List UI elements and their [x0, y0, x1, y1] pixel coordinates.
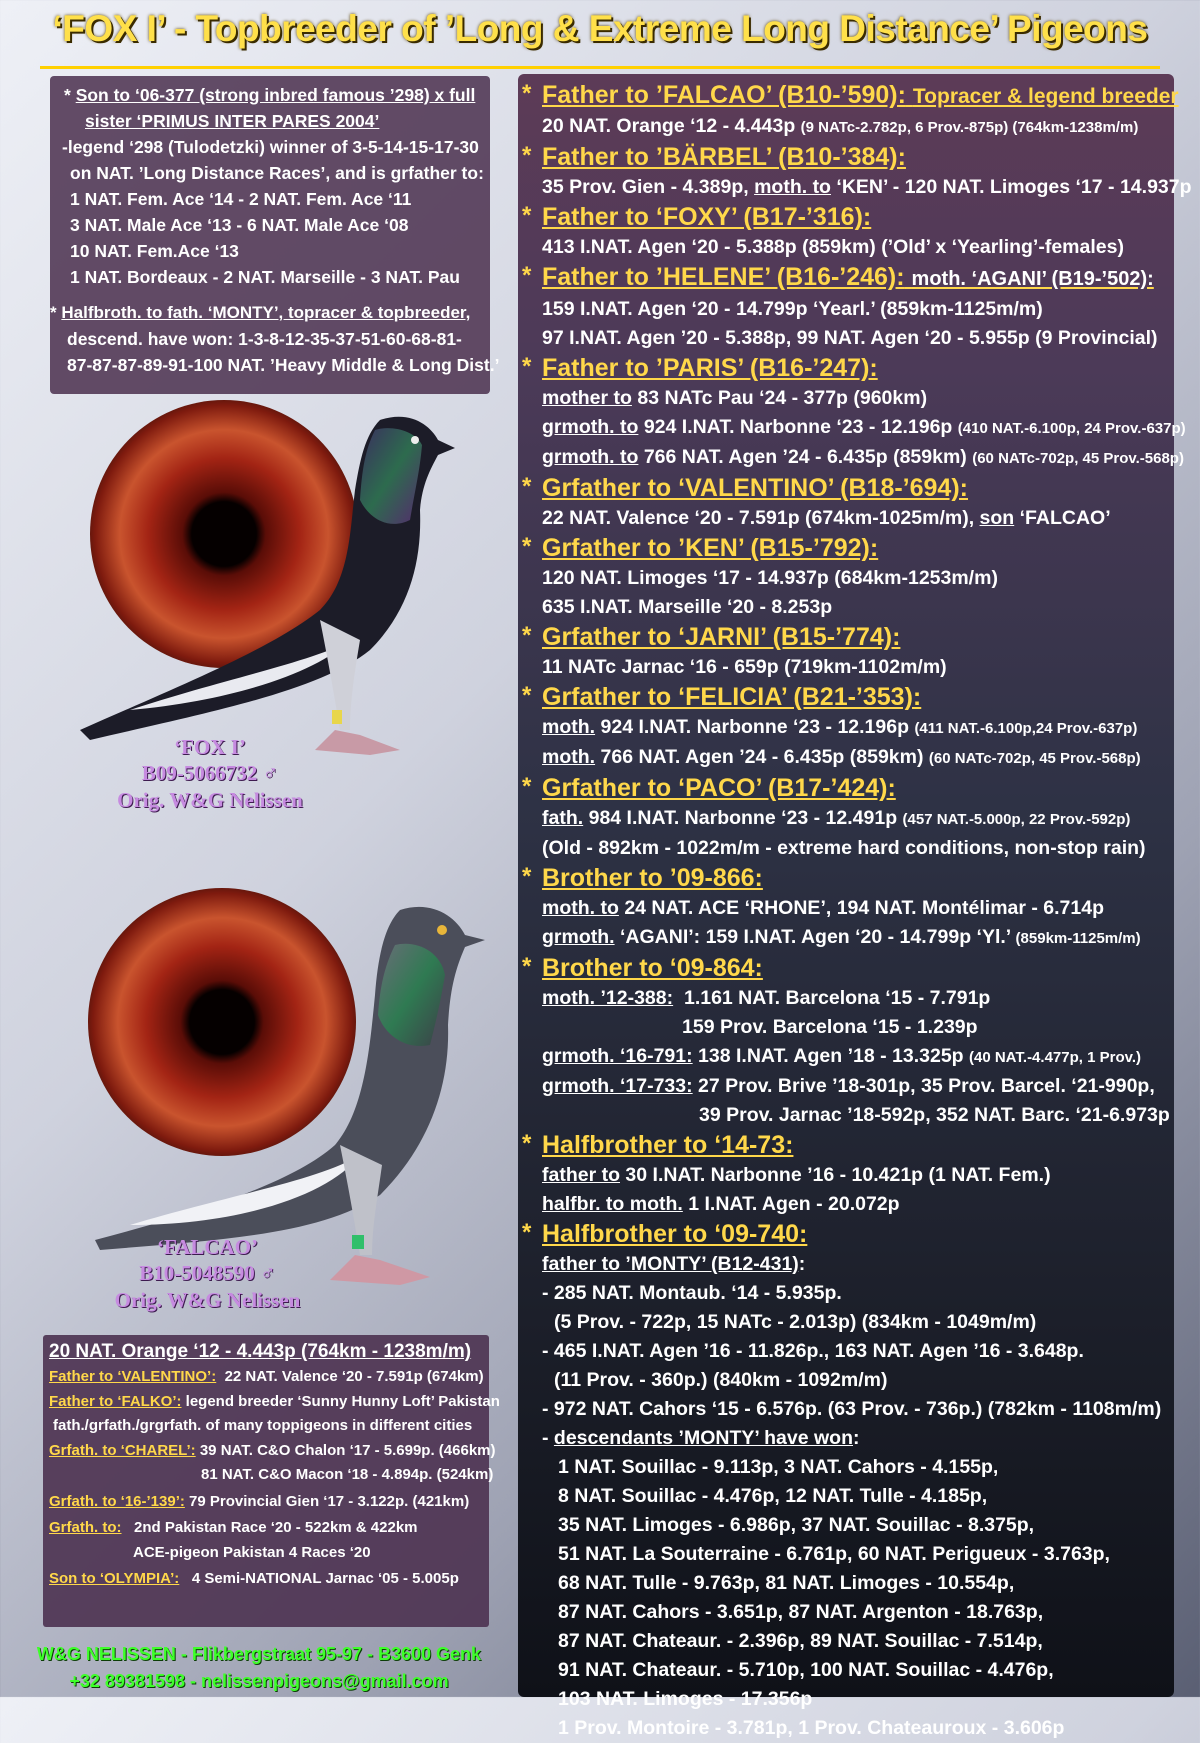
pedigree-line-10: descend. have won: 1-3-8-12-35-37-51-60-68-81- [67, 329, 462, 349]
bird-falcao-ring: B10-5048590 ♂ [139, 1261, 276, 1285]
result-line: 30 I.NAT. Narbonne ’16 - 10.421p (1 NAT. Fem.) [625, 1164, 1051, 1186]
descendant-result: 8 NAT. Souillac - 4.476p, 12 NAT. Tulle - 4.185p, [558, 1485, 988, 1507]
result-relation: moth. to [754, 176, 831, 198]
result-relation: halfbr. to moth. [542, 1193, 683, 1215]
section-barbel-heading: Father to ’BÄRBEL’ (B10-’384): [542, 143, 906, 171]
star-bullet: * [522, 1130, 532, 1157]
result-line: - 285 NAT. Montaub. ‘14 - 5.935p. [542, 1282, 842, 1304]
section-paco-heading: Grfather to ‘PACO’ (B17-’424): [542, 774, 896, 802]
section-helene-heading: Father to ’HELENE’ (B16-’246): [542, 263, 905, 291]
result-detail: (457 NAT.-5.000p, 22 Prov.-592p) [902, 811, 1131, 828]
dash: - [542, 1427, 549, 1449]
pedigree-line-11: 87-87-87-89-91-100 NAT. ’Heavy Middle & Long Dist.’ [67, 355, 500, 375]
result-line: 635 I.NAT. Marseille ‘20 - 8.253p [542, 596, 833, 618]
section-paco [518, 773, 1170, 863]
falcao-r5-label: Grfath. to: [49, 1519, 122, 1536]
pedigree-line-2: sister ‘PRIMUS INTER PARES 2004’ [85, 111, 380, 131]
result-line: ‘FALCAO’ [1019, 507, 1111, 529]
star-bullet: * [522, 863, 532, 890]
result-line: 1 I.NAT. Agen - 20.072p [688, 1193, 900, 1215]
result-relation: moth. [542, 716, 596, 738]
descendant-result: 1 NAT. Souillac - 9.113p, 3 NAT. Cahors - 4.155p, [558, 1456, 999, 1478]
page-title: ‘FOX I’ - Topbreeder of ’Long & Extreme Long Distance’ Pigeons [52, 8, 1148, 49]
descendant-result: 35 NAT. Limoges - 6.986p, 37 NAT. Souillac - 8.375p, [558, 1514, 1035, 1536]
section-jarni-heading: Grfather to ‘JARNI’ (B15-’774): [542, 623, 901, 651]
falcao-r3-text: 39 NAT. C&O Chalon ‘17 - 5.699p. (466km) [199, 1441, 496, 1459]
star-bullet: * [522, 953, 532, 980]
descendant-result: 1 Prov. Montoire - 3.781p, 1 Prov. Chateauroux - 3.606p [558, 1717, 1065, 1739]
star-bullet: * [522, 80, 532, 107]
result-line: 1.161 NAT. Barcelona ‘15 - 7.791p [683, 987, 991, 1009]
section-paris [518, 353, 1186, 473]
result-line: (5 Prov. - 722p, 15 NATc - 2.013p) (834km - 1049m/m) [554, 1311, 1037, 1333]
falcao-headline: 20 NAT. Orange ‘12 - 4.443p (764km - 1238m/m) [49, 1341, 472, 1362]
star-bullet: * [522, 622, 532, 649]
pedigree-line-3: -legend ‘298 (Tulodetzki) winner of 3-5-14-15-17-30 [62, 137, 479, 157]
bird-falcao-name: ‘FALCAO’ [156, 1235, 259, 1259]
result-line: 159 Prov. Barcelona ‘15 - 1.239p [682, 1016, 978, 1038]
result-relation: son [979, 507, 1015, 529]
star-bullet: * [522, 142, 532, 169]
result-relation: grmoth. [542, 926, 615, 948]
result-relation: grmoth. to [542, 416, 639, 438]
result-relation: moth. to [542, 897, 619, 919]
result-line: (Old - 892km - 1022m/m - extreme hard conditions, non-stop rain) [542, 837, 1146, 859]
result-line: 11 NATc Jarnac ‘16 - 659p (719km-1102m/m) [542, 656, 947, 678]
result-line: ‘KEN’ - 120 NAT. Limoges ‘17 - 14.937p [836, 176, 1192, 198]
result-line: ‘AGANI’: 159 I.NAT. Agen ‘20 - 14.799p ‘Yl.’ [620, 926, 1011, 948]
offspring-panel [518, 74, 1192, 1739]
result-line: 766 NAT. Agen ’24 - 6.435p (859km) [600, 746, 924, 768]
section-falcao-heading: Father to ’FALCAO’ (B10-’590): [542, 81, 906, 109]
falcao-r2-label: Father to ‘FALKO’: [49, 1392, 182, 1410]
section-jarni [518, 622, 1170, 682]
result-relation: moth. [542, 746, 596, 768]
pedigree-line-9: Halfbroth. to fath. ‘MONTY’, topracer & topbreeder, [61, 303, 471, 322]
result-line: 766 NAT. Agen ’24 - 6.435p (859km) [643, 446, 967, 468]
result-line: 24 NAT. ACE ‘RHONE’, 194 NAT. Montélimar - 6.714p [624, 897, 1105, 919]
section-ken [518, 533, 1170, 622]
star-bullet: * [522, 353, 532, 380]
result-detail: (9 NATc-2.782p, 6 Prov.-875p) (764km-1238m/m) [800, 119, 1139, 136]
result-detail: (411 NAT.-6.100p,24 Prov.-637p) [914, 720, 1138, 737]
result-detail: (859km-1125m/m) [1015, 930, 1141, 947]
result-line: 138 I.NAT. Agen ’18 - 13.325p [698, 1045, 964, 1067]
star-bullet: * [522, 262, 532, 289]
section-foxy [518, 202, 1170, 262]
result-relation: fath. [542, 807, 584, 829]
result-relation: father to ’MONTY’ (B12-431) [542, 1253, 799, 1275]
result-relation: mother to [542, 387, 632, 409]
pedigree-line-8: 1 NAT. Bordeaux - 2 NAT. Marseille - 3 NAT. Pau [70, 267, 460, 287]
section-halfbrother-740 [518, 1219, 1170, 1743]
pedigree-line-1: Son to ‘06-377 (strong inbred famous ’298) x full [75, 85, 476, 105]
falcao-r5-text2: ACE-pigeon Pakistan 4 Races ‘20 [133, 1543, 371, 1561]
falcao-r6-text: 4 Semi-NATIONAL Jarnac ‘05 - 5.005p [191, 1570, 459, 1587]
falcao-r1-text: 22 NAT. Valence ‘20 - 7.591p (674km) [224, 1368, 484, 1385]
section-halfbrother-73-heading: Halfbrother to ‘14-73: [542, 1131, 794, 1159]
result-line: - 972 NAT. Cahors ‘15 - 6.576p. (63 Prov. - 736p.) (782km - 1108m/m) [542, 1398, 1162, 1420]
result-line: 413 I.NAT. Agen ‘20 - 5.388p (859km) (’Old’ x ‘Yearling’-females) [542, 236, 1124, 258]
result-relation: grmoth. ‘16-791: [542, 1045, 693, 1067]
bullet: * [50, 303, 57, 322]
bullet: * [64, 85, 71, 105]
falcao-r3-label: Grfath. to ‘CHAREL’: [49, 1441, 196, 1459]
section-valentino [518, 473, 1170, 533]
section-halfbrother-73 [518, 1130, 1170, 1219]
falcao-r4-text: 79 Provincial Gien ‘17 - 3.122p. (421km) [189, 1492, 470, 1510]
section-brother-864 [518, 953, 1170, 1130]
result-relation: grmoth. to [542, 446, 639, 468]
section-ken-heading: Grfather to ’KEN’ (B15-’792): [542, 534, 879, 562]
descendant-result: 51 NAT. La Souterraine - 6.761p, 60 NAT. Perigueux - 3.763p, [558, 1543, 1110, 1565]
falcao-r1-label: Father to ‘VALENTINO’: [49, 1368, 217, 1385]
descendants-heading: descendants ’MONTY’ have won [553, 1427, 853, 1449]
section-felicia-heading: Grfather to ‘FELICIA’ (B21-’353): [542, 683, 922, 711]
section-helene [518, 262, 1170, 353]
pedigree-line-6: 3 NAT. Male Ace ‘13 - 6 NAT. Male Ace ‘08 [70, 215, 409, 235]
section-foxy-heading: Father to ‘FOXY’ (B17-’316): [542, 203, 872, 231]
result-detail: (60 NATc-702p, 45 Prov.-568p) [972, 450, 1184, 467]
section-barbel [518, 142, 1192, 202]
result-line: 83 NATc Pau ‘24 - 377p (960km) [637, 387, 928, 409]
bird-fox-origin: Orig. W&G Nelissen [117, 788, 303, 812]
result-line: 120 NAT. Limoges ‘17 - 14.937p (684km-1253m/m) [542, 567, 998, 589]
star-bullet: * [522, 1219, 532, 1246]
falcao-r2-text2: fath./grfath./grgrfath. of many toppigeons in different cities [53, 1417, 473, 1434]
star-bullet: * [522, 202, 532, 229]
descendant-result: 87 NAT. Chateaur. - 2.396p, 89 NAT. Souillac - 7.514p, [558, 1630, 1043, 1652]
pedigree-line-4: on NAT. ’Long Distance Races’, and is grfather to: [70, 163, 484, 183]
result-line: 20 NAT. Orange ‘12 - 4.443p [542, 115, 796, 137]
falcao-results-box [43, 1335, 500, 1627]
result-detail: (40 NAT.-4.477p, 1 Prov.) [969, 1049, 1142, 1066]
result-line: 159 I.NAT. Agen ‘20 - 14.799p ‘Yearl.’ (859km-1125m/m) [542, 298, 1043, 320]
footer-address: W&G NELISSEN - Flikbergstraat 95-97 - B3600 Genk [36, 1644, 482, 1664]
section-halfbrother-740-heading: Halfbrother to ‘09-740: [542, 1220, 808, 1248]
section-felicia [518, 682, 1170, 773]
result-detail: (410 NAT.-6.100p, 24 Prov.-637p) [957, 420, 1186, 437]
bird-fox-name: ‘FOX I’ [174, 735, 246, 759]
section-brother-864-heading: Brother to ‘09-864: [542, 954, 763, 982]
result-line: 924 I.NAT. Narbonne ‘23 - 12.196p [643, 416, 953, 438]
result-line: 27 Prov. Brive ’18-301p, 35 Prov. Barcel. ‘21-990p, [698, 1075, 1155, 1097]
section-helene-subheading: moth. ‘AGANI’ (B19-’502): [911, 268, 1154, 290]
falcao-r4-label: Grfath. to ‘16-’139’: [49, 1492, 185, 1510]
pedigree-line-7: 10 NAT. Fem.Ace ‘13 [70, 241, 239, 261]
falcao-r5-text: 2nd Pakistan Race ‘20 - 522km & 422km [134, 1519, 418, 1536]
result-line: 39 Prov. Jarnac ’18-592p, 352 NAT. Barc. ‘21-6.973p [699, 1104, 1170, 1126]
star-bullet: * [522, 773, 532, 800]
title-underline [40, 66, 1160, 69]
result-line: 22 NAT. Valence ‘20 - 7.591p (674km-1025m/m), [542, 507, 975, 529]
result-line: 924 I.NAT. Narbonne ‘23 - 12.196p [600, 716, 910, 738]
bird-fox-ring: B09-5066732 ♂ [141, 761, 279, 785]
section-paris-heading: Father to ’PARIS’ (B16-’247): [542, 354, 878, 382]
result-line: (11 Prov. - 360p.) (840km - 1092m/m) [554, 1369, 888, 1391]
section-falcao [518, 80, 1179, 142]
star-bullet: * [522, 473, 532, 500]
result-line: 97 I.NAT. Agen ’20 - 5.388p, 99 NAT. Agen ‘20 - 5.955p (9 Provincial) [542, 327, 1158, 349]
result-line: - 465 I.NAT. Agen ’16 - 11.826p., 163 NAT. Agen ’16 - 3.648p. [542, 1340, 1084, 1362]
footer-contact[interactable]: +32 89381598 - nelissenpigeons@gmail.com [69, 1671, 449, 1691]
result-line: : [798, 1253, 806, 1275]
result-line: 35 Prov. Gien - 4.389p, [542, 176, 749, 198]
section-brother-866 [518, 863, 1170, 953]
falcao-r6-label: Son to ‘OLYMPIA’: [49, 1570, 180, 1587]
section-brother-866-heading: Brother to ’09-866: [542, 864, 763, 892]
colon: : [853, 1427, 860, 1449]
falcao-r3-text2: 81 NAT. C&O Macon ‘18 - 4.894p. (524km) [201, 1466, 494, 1483]
result-detail: (60 NATc-702p, 45 Prov.-568p) [928, 750, 1141, 767]
pedigree-box [50, 76, 500, 394]
descendant-result: 91 NAT. Chateaur. - 5.710p, 100 NAT. Souillac - 4.476p, [558, 1659, 1054, 1681]
result-relation: grmoth. ‘17-733: [542, 1075, 693, 1097]
falcao-r2-text: legend breeder ‘Sunny Hunny Loft’ Pakistan [185, 1392, 500, 1410]
descendant-result: 87 NAT. Cahors - 3.651p, 87 NAT. Argenton - 18.763p, [558, 1601, 1044, 1623]
star-bullet: * [522, 682, 532, 709]
star-bullet: * [522, 533, 532, 560]
descendant-result: 68 NAT. Tulle - 9.763p, 81 NAT. Limoges - 10.554p, [558, 1572, 1015, 1594]
result-line: 984 I.NAT. Narbonne ‘23 - 12.491p [588, 807, 898, 829]
result-relation: father to [542, 1164, 620, 1186]
bird-falcao-origin: Orig. W&G Nelissen [114, 1288, 301, 1312]
pedigree-line-5: 1 NAT. Fem. Ace ‘14 - 2 NAT. Fem. Ace ‘11 [70, 189, 412, 209]
descendant-result: 103 NAT. Limoges - 17.356p [558, 1688, 813, 1710]
section-falcao-subheading: Topracer & legend breeder [912, 85, 1179, 108]
result-relation: moth. ’12-388: [542, 987, 674, 1009]
section-valentino-heading: Grfather to ‘VALENTINO’ (B18-’694): [542, 474, 968, 502]
